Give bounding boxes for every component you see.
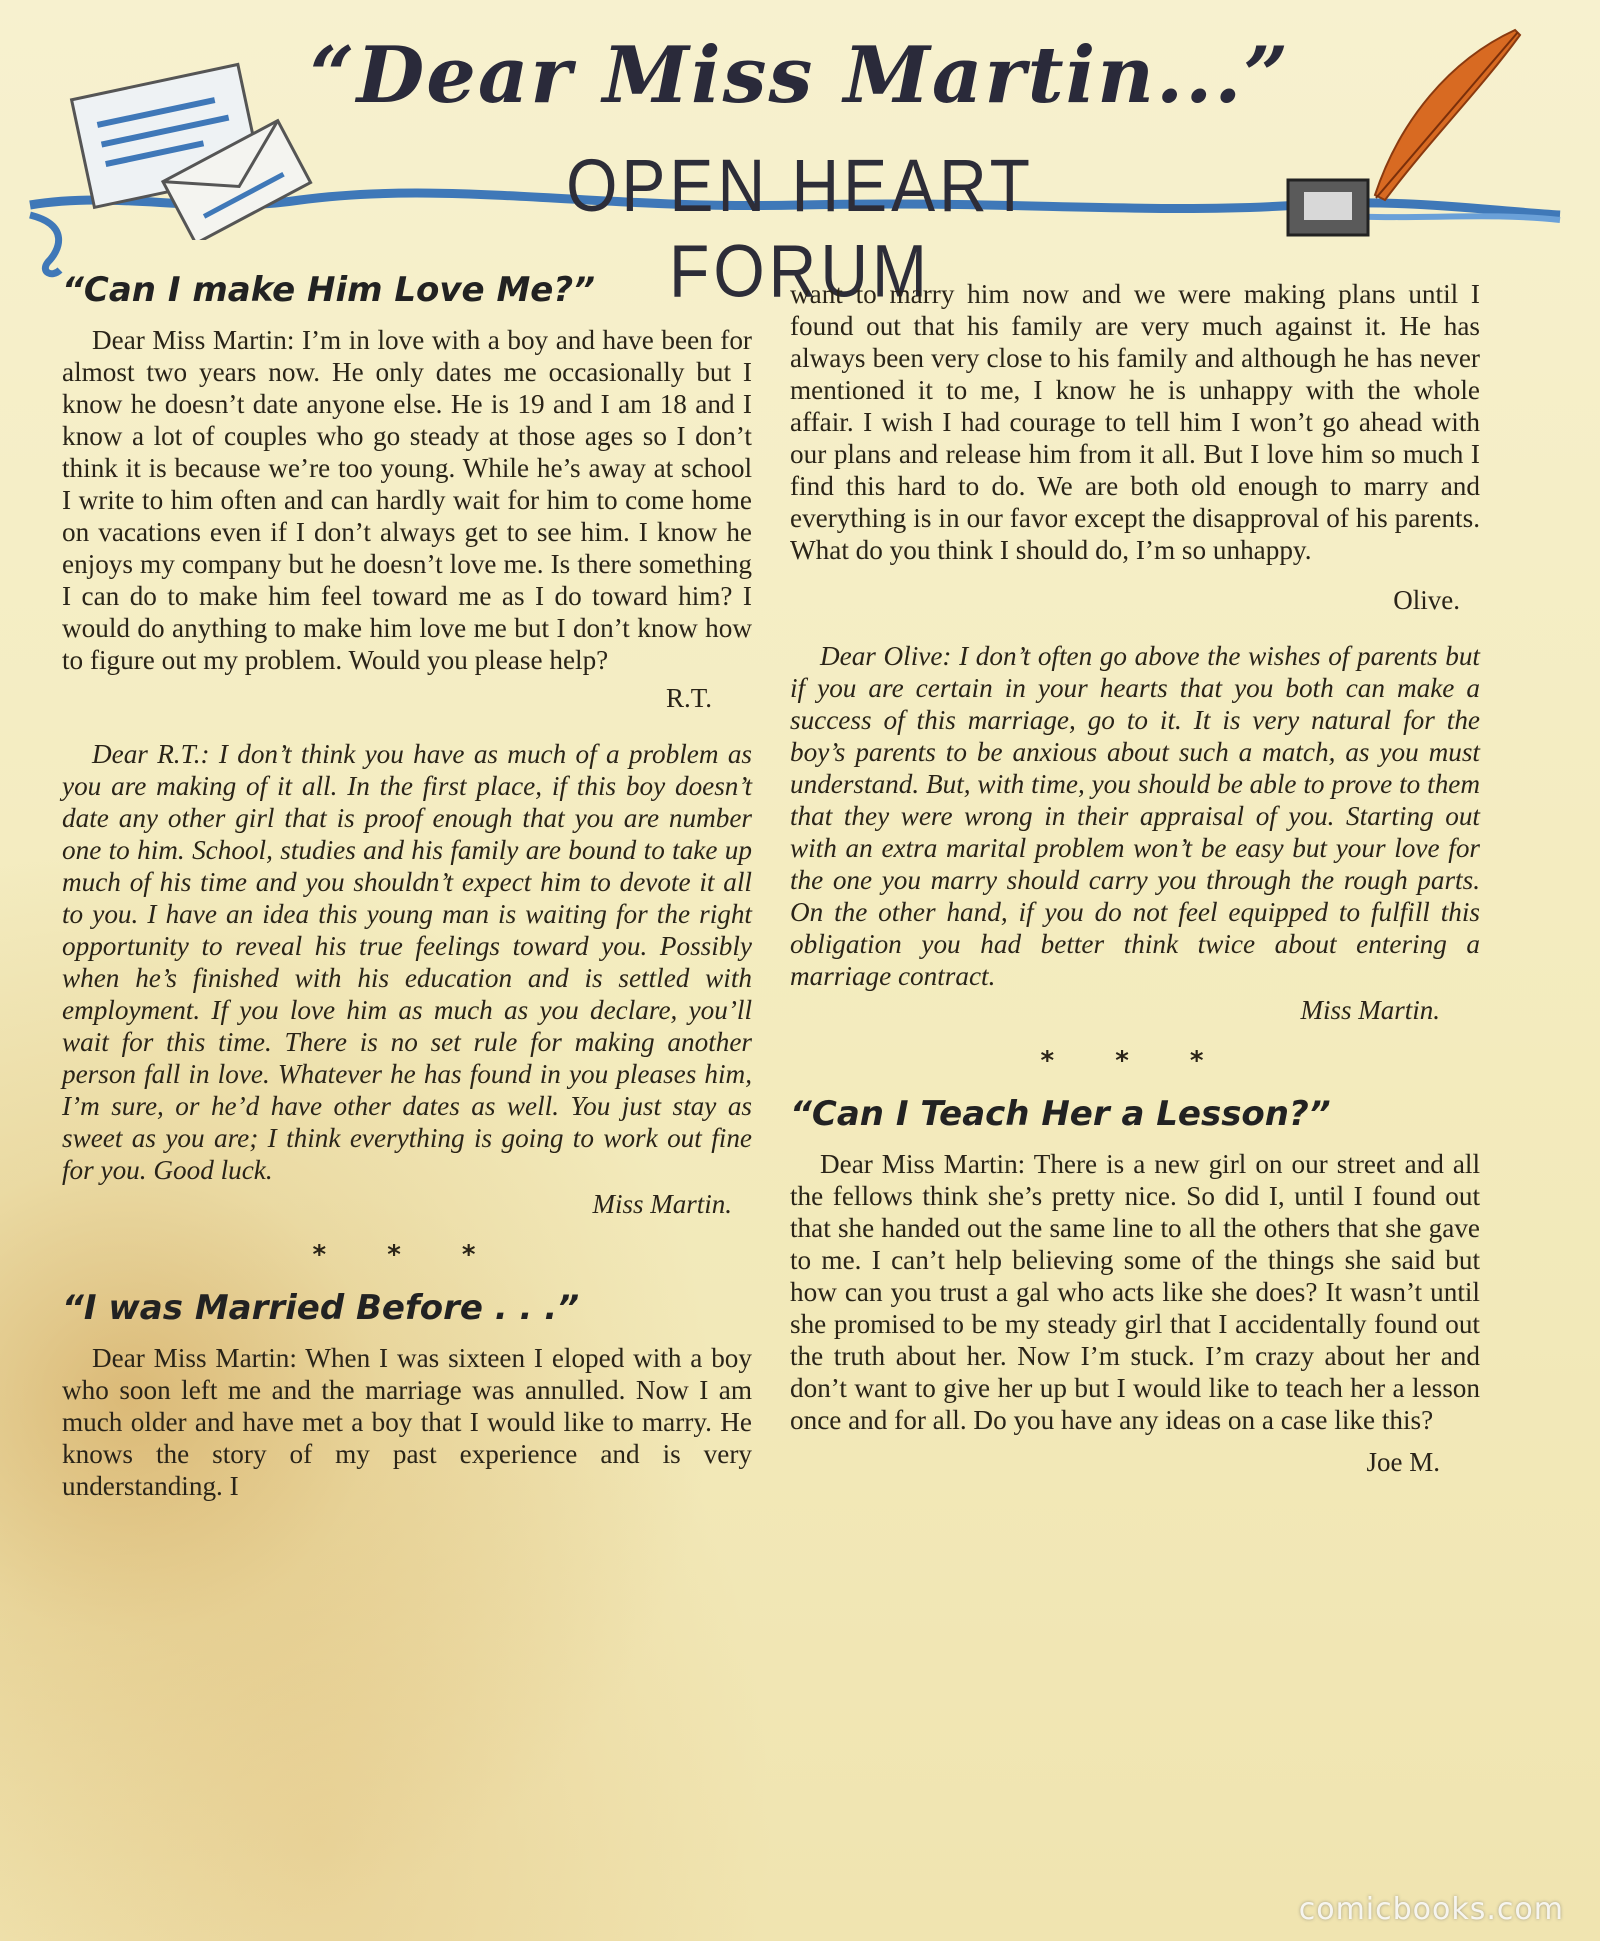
letter-body: Dear Miss Martin: There is a new girl on our street and all the fellows think she’s pretty nice. So did I, until I found out that she handed out the same line to all the others that she gave to me. I can’t help believing some of the things she said but how can you trust a gal who acts like she does? It wasn’t until she promised to be my steady girl that I accidentally found out the truth about her. Now I’m stuck. I’m crazy about her and don’t want to give her up but I would like to teach her a lesson once and for all. Do you have any ideas on a case like this? bbox=[790, 1149, 1480, 1435]
letter-heading: “Can I make Him Love Me?” bbox=[62, 270, 595, 310]
section-separator: * * * bbox=[312, 1240, 502, 1270]
left-column bbox=[62, 270, 752, 1502]
letter-signature: R.T. bbox=[666, 683, 712, 713]
header-banner bbox=[0, 0, 1600, 312]
page-title: “Dear Miss Martin...” bbox=[309, 30, 1291, 121]
section-separator: * * * bbox=[1040, 1046, 1230, 1076]
reply-signature: Miss Martin. bbox=[1300, 995, 1440, 1025]
watermark: comicbooks.com bbox=[1298, 1892, 1564, 1927]
right-column bbox=[790, 278, 1480, 1478]
letter-heading: “Can I Teach Her a Lesson?” bbox=[790, 1094, 1331, 1134]
reply-body: Dear R.T.: I don’t think you have as much of a problem as you are making of it all. In the first place, if this boy doesn’t date any other girl that is proof enough that you are number one to him. School, studies and his family are bound to take up much of his time and you shouldn’t expect him to devote it all to you. I have an idea this young man is waiting for the right opportunity to reveal his true feelings toward you. Possibly when he’s finished with his education and is settled with employment. If you love him as much as you declare, you’ll wait for this time. There is no set rule for making another person fall in love. Whatever he has found in you pleases him, I’m sure, or he’d have other dates as well. You just stay as sweet as you are; I think everything is going to work out fine for you. Good luck. bbox=[62, 739, 752, 1185]
reply-body: Dear Olive: I don’t often go above the wishes of parents but if you are certain in your hearts that you both can make a success of this marriage, go to it. It is very natural for the boy’s parents to be anxious about such a match, as you must understand. But, with time, you should be able to prove to them that they were wrong in their appraisal of you. Starting out with an extra marital problem won’t be easy but your love for the one you marry should carry you through the rough parts. On the other hand, if you do not feel equipped to fulfill this obligation you had better think twice about entering a marriage contract. bbox=[790, 641, 1480, 991]
letter-signature: Olive. bbox=[1393, 585, 1460, 615]
page-subtitle: OPEN HEART FORUM bbox=[566, 144, 1034, 312]
letter-signature: Joe M. bbox=[1366, 1447, 1440, 1477]
reply-signature: Miss Martin. bbox=[592, 1189, 732, 1219]
letter-body: Dear Miss Martin: I’m in love with a boy and have been for almost two years now. He only dates me occasionally but I know he doesn’t date anyone else. He is 19 and I am 18 and I know a lot of couples who go steady at those ages so I don’t think it is because we’re too young. While he’s away at school I write to him often and can hardly wait for him to come home on vacations even if I don’t always get to see him. I know he enjoys my company but he doesn’t love me. Is there something I can do to make him feel toward me as I do toward him? I would do anything to make him love me but I don’t know how to figure out my problem. Would you please help? bbox=[62, 325, 752, 675]
letter-body-continued: want to marry him now and we were making plans until I found out that his family are very much against it. He has always been very close to his family and although he has never mentioned it to me, I know he is unhappy with the whole affair. I wish I had courage to tell him I won’t go ahead with our plans and release him from it all. But I love him so much I find this hard to do. We are both old enough to marry and everything is in our favor except the disapproval of his parents. What do you think I should do, I’m so unhappy. bbox=[790, 279, 1480, 565]
letter-body: Dear Miss Martin: When I was sixteen I eloped with a boy who soon left me and the marriage was annulled. Now I am much older and have met a boy that I would like to marry. He knows the story of my past experience and is very understanding. I bbox=[62, 1343, 752, 1501]
letter-heading: “I was Married Before . . .” bbox=[62, 1288, 580, 1328]
